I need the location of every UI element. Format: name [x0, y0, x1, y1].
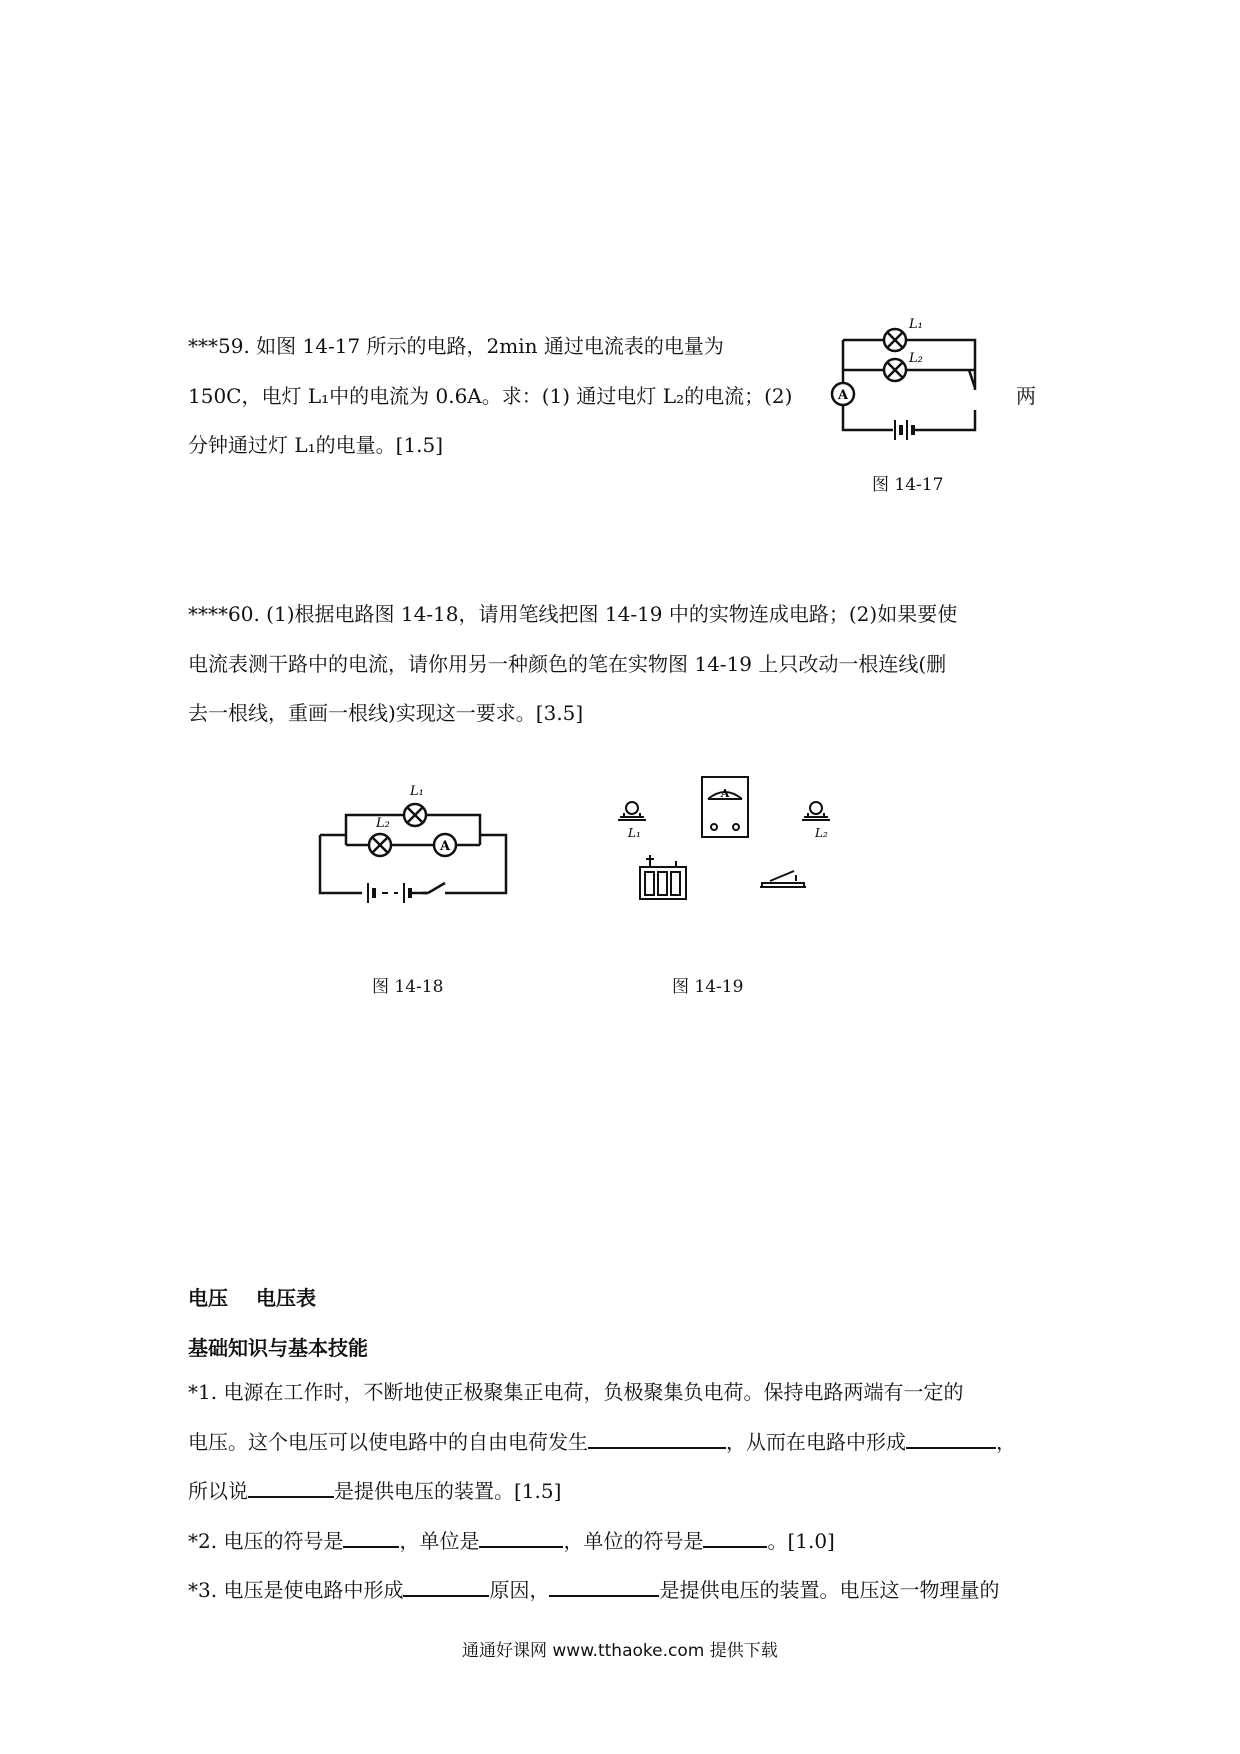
- q60-line1: ****60. (1)根据电路图 14-18，请用笔线把图 14-19 中的实物连成电路；(2)如果要使: [188, 602, 958, 626]
- q1-line3: 所以说 是提供电压的装置。[1.5]: [188, 1467, 561, 1515]
- q60-line3: 去一根线，重画一根线)实现这一要求。[3.5]: [188, 701, 584, 725]
- q59-line2-tail: 两: [1016, 384, 1036, 408]
- q3-blank-1[interactable]: [403, 1575, 489, 1597]
- figure-14-19: [610, 775, 850, 915]
- q2-blank-3[interactable]: [703, 1526, 767, 1548]
- fig18-lamp2-label: L₂: [376, 816, 390, 831]
- ammeter-object: [702, 777, 748, 837]
- q3-line: *3. 电压是使电路中形成 原因， 是提供电压的装置。电压这一物理量的: [188, 1566, 999, 1614]
- figure-14-18: [310, 775, 530, 905]
- section-title-a: 电压: [188, 1286, 228, 1310]
- fig17-lamp1-label: L₁: [909, 317, 923, 332]
- q2-blank-1[interactable]: [343, 1526, 399, 1548]
- fig19-caption: 图 14-19: [672, 977, 744, 997]
- fig19-meter-label: A: [720, 787, 730, 800]
- fig19-lamp2-label: L₂: [815, 826, 828, 840]
- q59-line3: 分钟通过灯 L₁的电量。[1.5]: [188, 433, 444, 457]
- q1-blank-3[interactable]: [248, 1476, 334, 1498]
- footer-text: 通通好课网 www.tthaoke.com 提供下载: [462, 1641, 778, 1661]
- fig17-ammeter-label: A: [837, 388, 849, 403]
- fig17-lamp2-label: L₂: [909, 351, 923, 366]
- q59-line2: 150C，电灯 L₁中的电流为 0.6A。求：(1) 通过电灯 L₂的电流；(2): [188, 384, 793, 408]
- q1-blank-1[interactable]: [588, 1427, 726, 1449]
- fig17-caption: 图 14-17: [872, 475, 944, 495]
- lamp-l1-object: [618, 802, 646, 820]
- q2-line: *2. 电压的符号是 ，单位是 ，单位的符号是 。[1.0]: [188, 1517, 835, 1565]
- battery-object: [640, 855, 686, 899]
- fig18-caption: 图 14-18: [372, 977, 444, 997]
- q60-line2: 电流表测干路中的电流，请你用另一种颜色的笔在实物图 14-19 上只改动一根连线(删: [188, 652, 947, 676]
- q59-line1: ***59. 如图 14-17 所示的电路，2min 通过电流表的电量为: [188, 334, 724, 358]
- figure-14-17: [825, 310, 1045, 460]
- switch-object: [760, 871, 806, 887]
- fig18-ammeter-label: A: [439, 839, 451, 854]
- section-title-b: 电压表: [256, 1286, 316, 1310]
- section-subtitle: 基础知识与基本技能: [188, 1336, 368, 1360]
- q2-blank-2[interactable]: [479, 1526, 563, 1548]
- lamp-l2-object: [802, 802, 830, 820]
- fig19-lamp1-label: L₁: [628, 826, 641, 840]
- q1-line2: 电压。这个电压可以使电路中的自由电荷发生 ，从而在电路中形成 ，: [188, 1418, 1016, 1466]
- fig18-lamp1-label: L₁: [410, 784, 424, 799]
- q1-line1: *1. 电源在工作时，不断地使正极聚集正电荷，负极聚集负电荷。保持电路两端有一定的: [188, 1380, 964, 1404]
- q3-blank-2[interactable]: [549, 1575, 659, 1597]
- q1-blank-2[interactable]: [906, 1427, 996, 1449]
